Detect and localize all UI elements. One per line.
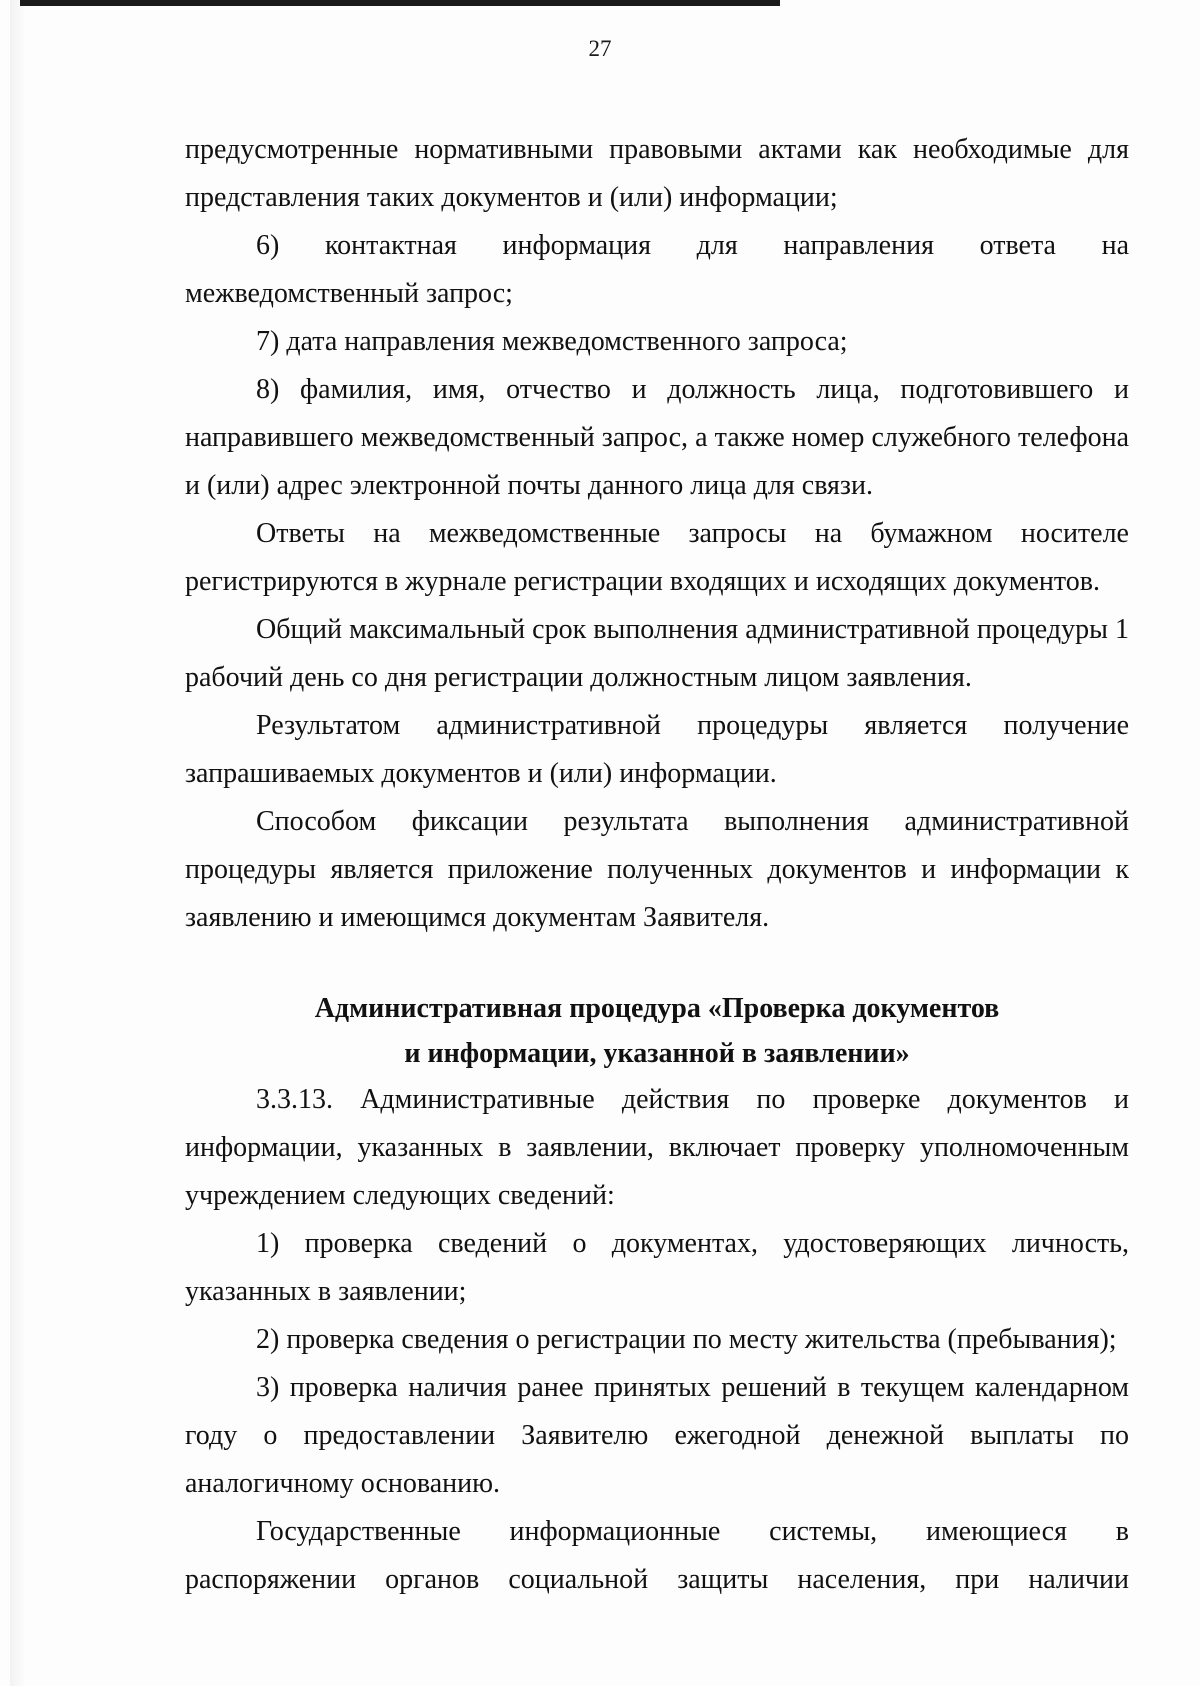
paragraph: Общий максимальный срок выполнения административной процедуры 1 рабочий день со дня регистрации должностным лицом заявления. (185, 614, 1129, 693)
top-border-line (20, 0, 780, 6)
paragraph: 8) фамилия, имя, отчество и должность лица, подготовившего и направившего межведомственный запрос, а также номер служебного телефона и (или) адрес электронной почты данного лица для связи. (185, 374, 1129, 501)
section-heading (185, 986, 1129, 1076)
page-number: 27 (588, 36, 612, 61)
scan-edge-shadow (10, 0, 26, 1686)
paragraph: 7) дата направления межведомственного запроса; (256, 326, 848, 357)
paragraph: Ответы на межведомственные запросы на бумажном носителе регистрируются в журнале регистрации входящих и исходящих документов. (185, 518, 1129, 597)
section-heading-line: и информации, указанной в заявлении» (404, 1038, 910, 1069)
paragraph: предусмотренные нормативными правовыми актами как необходимые для представления таких документов и (или) информации; (185, 134, 1129, 213)
paragraph: 3.3.13. Административные действия по проверке документов и информации, указанных в заявлении, включает проверку уполномоченным учреждением следующих сведений: (185, 1084, 1129, 1211)
paragraph: Государственные информационные системы, имеющиеся в распоряжении органов социальной защиты населения, при наличии (185, 1516, 1129, 1595)
paragraph: 6) контактная информация для направления ответа на межведомственный запрос; (185, 230, 1129, 309)
paragraph: Способом фиксации результата выполнения административной процедуры является приложение полученных документов и информации к заявлению и имеющимся документам Заявителя. (185, 806, 1129, 933)
paragraph: 3) проверка наличия ранее принятых решений в текущем календарном году о предоставлении Заявителю ежегодной денежной выплаты по аналогичному основанию. (185, 1372, 1129, 1499)
document-body (185, 126, 1129, 1604)
paragraph: 1) проверка сведений о документах, удостоверяющих личность, указанных в заявлении; (185, 1228, 1129, 1307)
paragraph: 2) проверка сведения о регистрации по месту жительства (пребывания); (256, 1324, 1117, 1355)
paragraph: Результатом административной процедуры является получение запрашиваемых документов и (или) информации. (185, 710, 1129, 789)
section-heading-line: Административная процедура «Проверка документов (314, 993, 1000, 1024)
